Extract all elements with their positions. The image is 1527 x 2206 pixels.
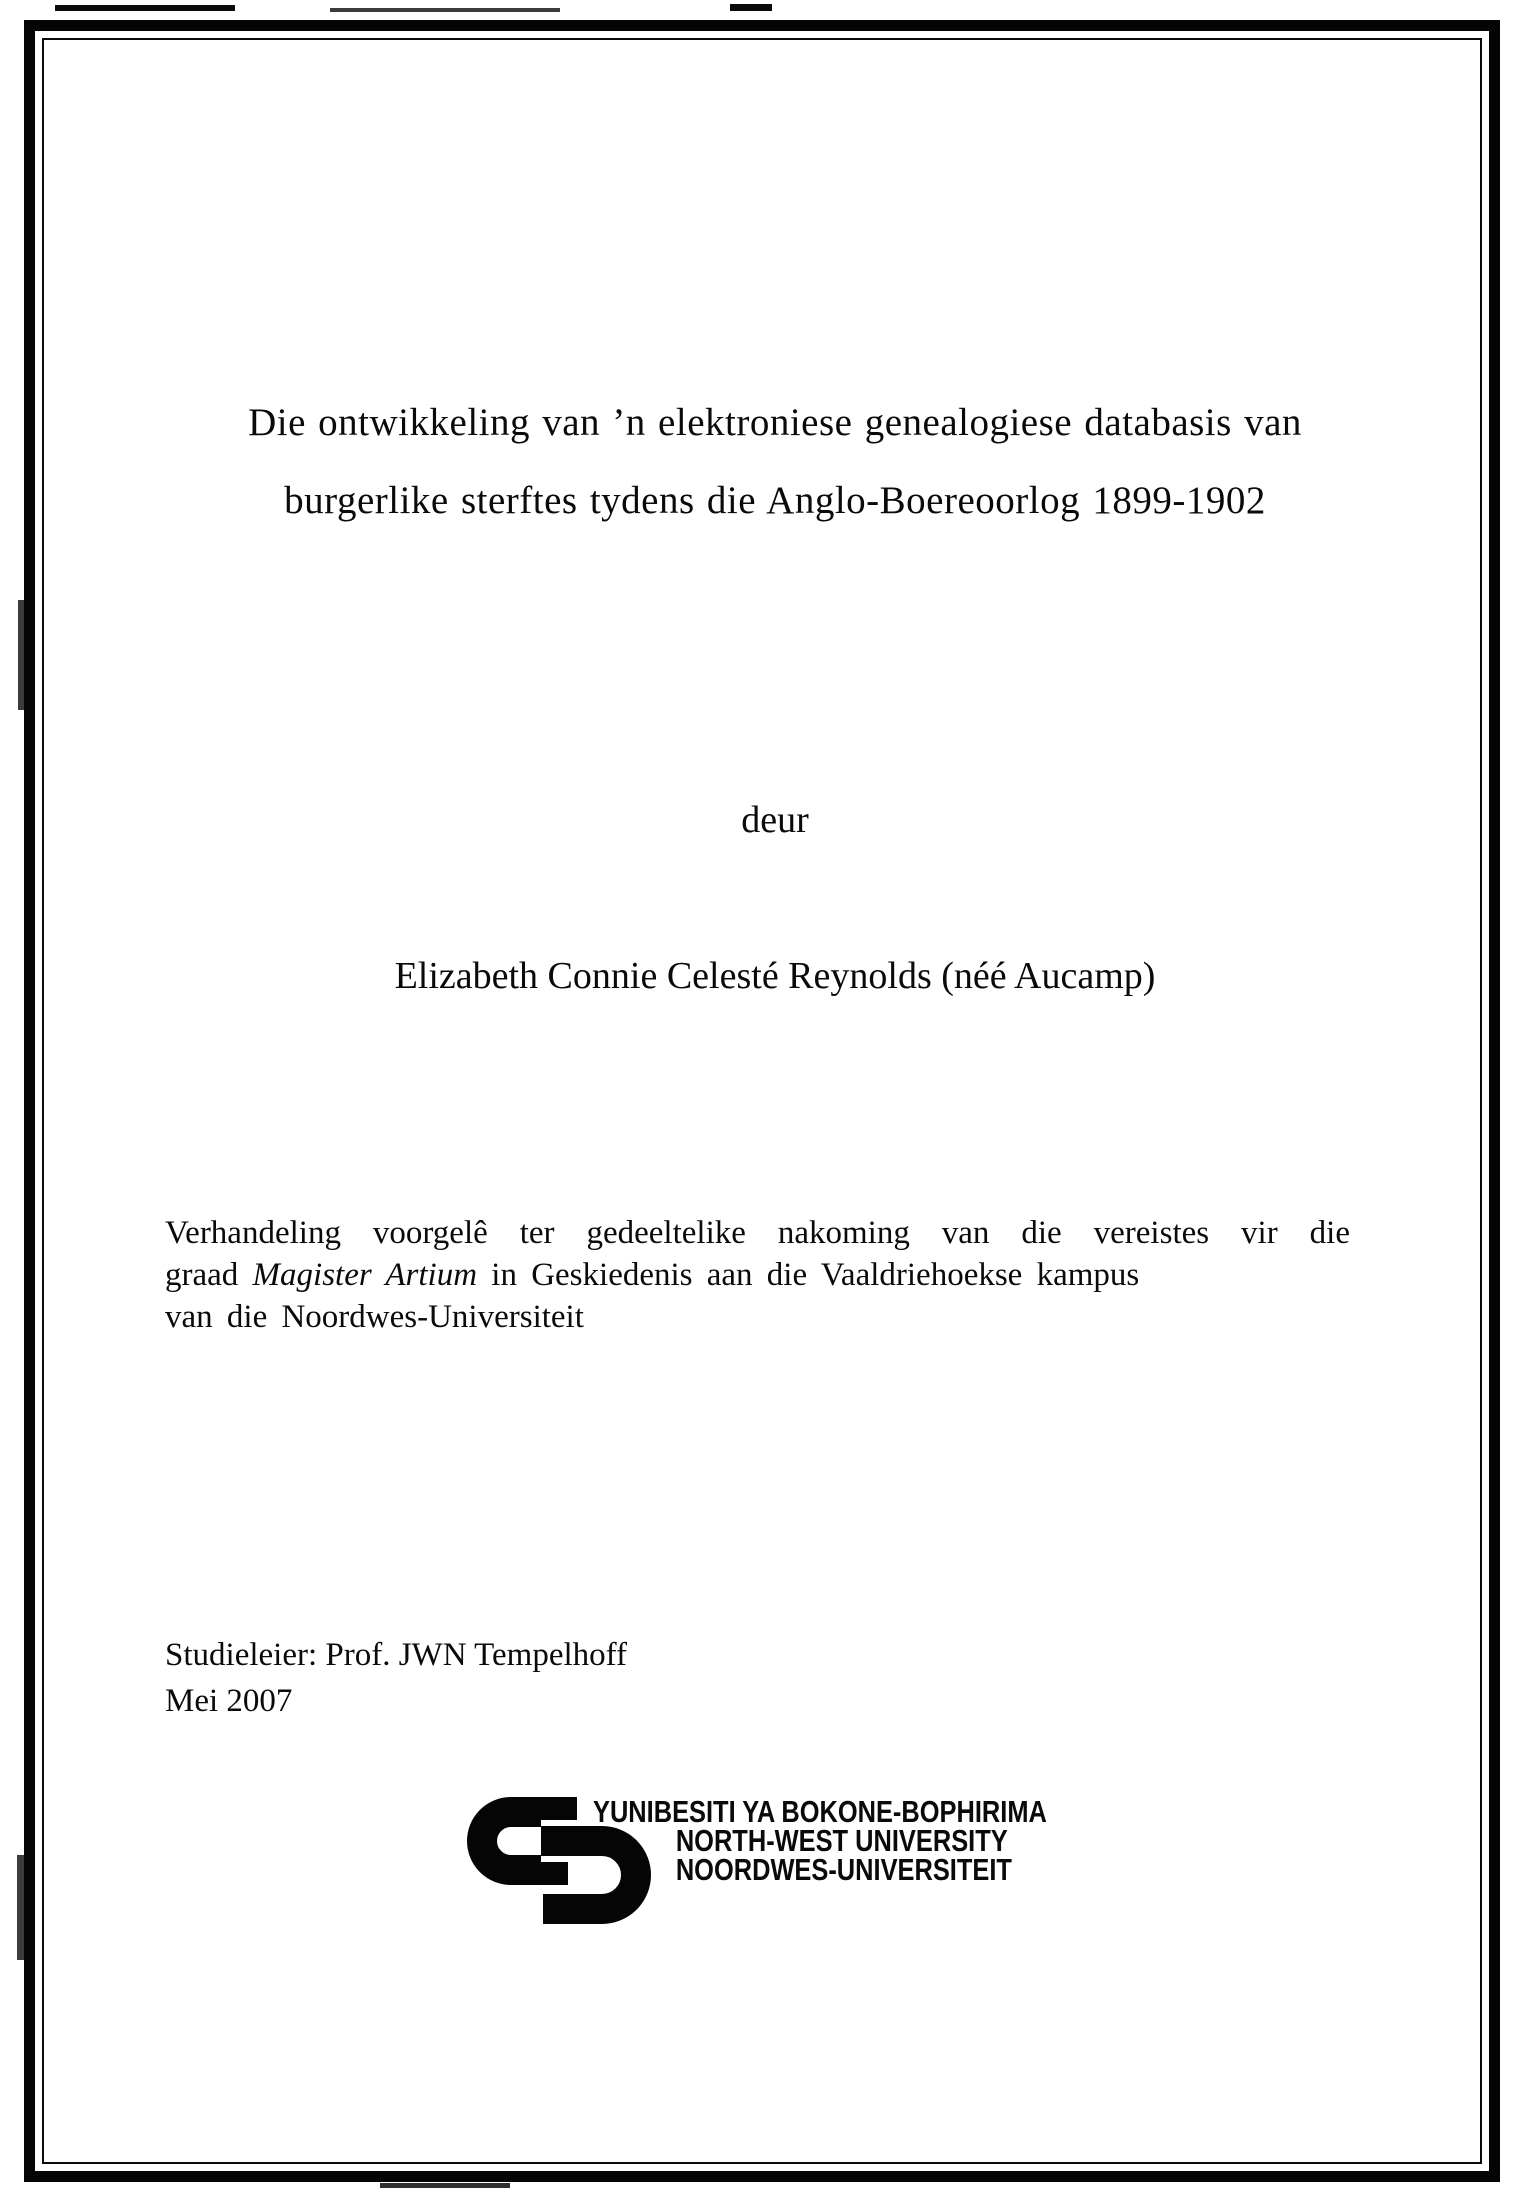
thesis-title-line-2: burgerlike sterftes tydens die Anglo-Boereoorlog 1899-1902 [284,479,1266,522]
scan-artifact [330,8,560,12]
university-logo-text [593,1794,1047,1887]
byline-deur: deur [741,799,809,841]
author-name: Elizabeth Connie Celesté Reynolds (néé Aucamp) [394,955,1156,997]
scan-artifact [380,2183,510,2188]
degree-statement-line-1: Verhandeling voorgelê ter gedeeltelike nakoming van die vereistes vir die [165,1215,1350,1251]
degree-name-italic: Magister Artium [252,1257,478,1293]
supervisor-line: Studieleier: Prof. JWN Tempelhoff [165,1637,628,1673]
logo-line-english: NORTH-WEST UNIVERSITY [675,1823,1008,1858]
supervisor-block [165,1632,1065,1724]
scan-artifact [17,1855,24,1960]
scan-artifact [730,4,772,11]
thesis-title-line-1: Die ontwikkeling van ’n elektroniese genealogiese databasis van [248,401,1302,444]
degree-statement-line-2-prefix: graad [165,1257,253,1293]
thesis-title [130,384,1420,540]
degree-statement-line-2 [165,1254,1350,1296]
date-line: Mei 2007 [165,1683,293,1719]
degree-statement-line-2-suffix: in Geskiedenis aan die Vaaldriehoekse kampus [477,1257,1140,1293]
degree-statement [165,1212,1350,1338]
degree-statement-line-3: van die Noordwes-Universiteit [165,1299,584,1335]
scan-artifact [55,5,235,11]
logo-line-setswana: YUNIBESITI YA BOKONE-BOPHIRIMA [593,1794,1047,1829]
logo-line-afrikaans: NOORDWES-UNIVERSITEIT [675,1852,1012,1887]
